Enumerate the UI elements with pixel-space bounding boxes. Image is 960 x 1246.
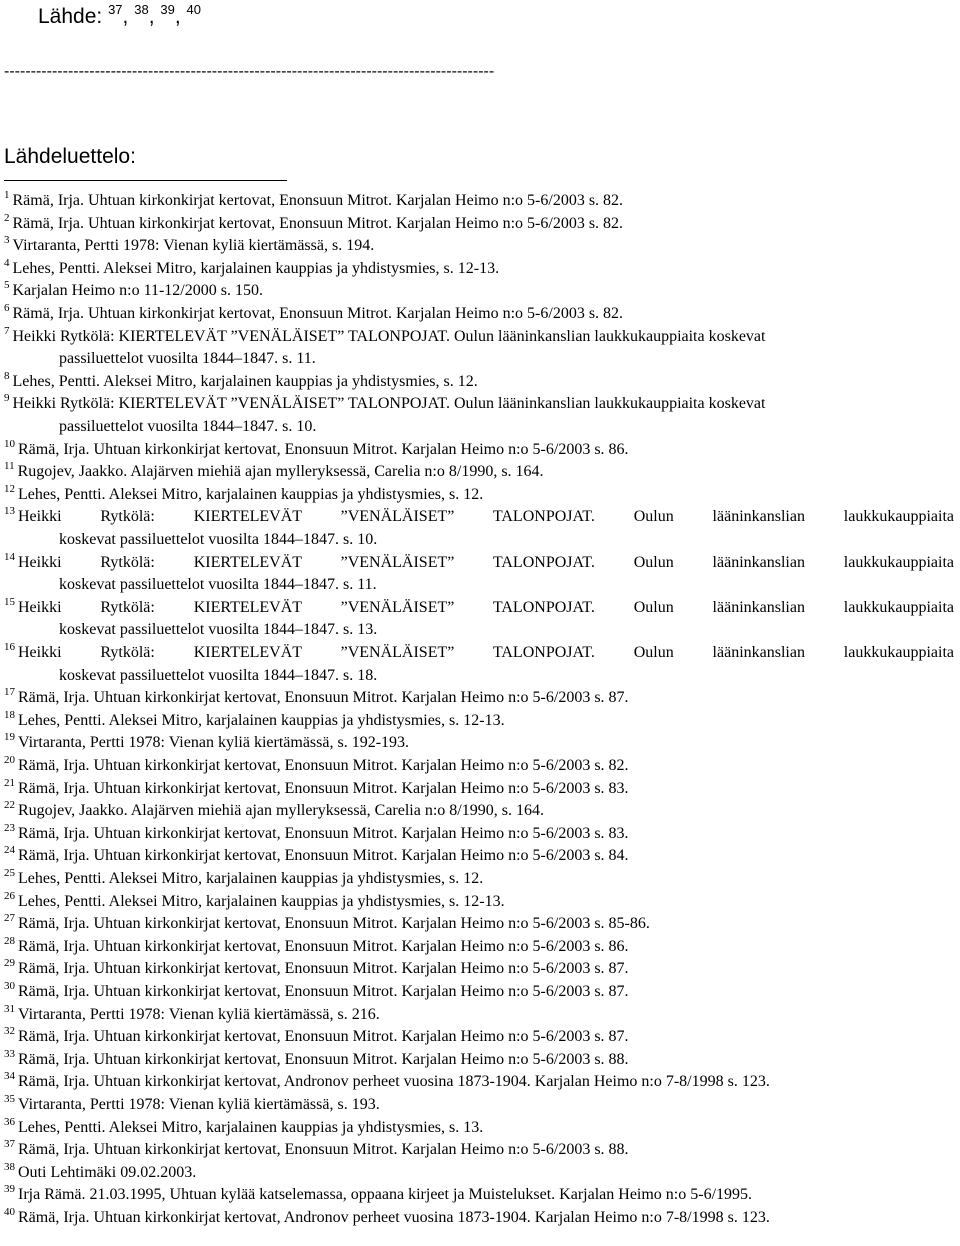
- footnote-number: 28: [4, 934, 15, 947]
- footnote-item: [4, 484, 483, 507]
- footnote-item: [4, 213, 623, 236]
- source-line: Lähde: $^{37}$, $^{38}$, $^{39}$, $^{40}$: [38, 2, 201, 28]
- footnote-item: [4, 755, 629, 778]
- footnote-number: 3: [4, 234, 10, 247]
- footnote-item: [4, 641, 954, 684]
- footnote-text: Rämä, Irja. Uhtuan kirkonkirjat kertovat, Enonsuun Mitrot. Karjalan Heimo n:o 5-6/2003 s. 87.: [18, 1028, 629, 1046]
- footnote-number: 9: [4, 392, 10, 405]
- footnote-item: [4, 303, 623, 326]
- footnote-text: Rämä, Irja. Uhtuan kirkonkirjat kertovat, Enonsuun Mitrot. Karjalan Heimo n:o 5-6/2003 s. 86.: [18, 440, 629, 458]
- footnote-text: Heikki Rytkölä: KIERTELEVÄT ”VENÄLÄISET” TALONPOJAT. Oulun lääninkanslian laukkukauppiaita: [18, 553, 954, 571]
- source-ref-39[interactable]: 39: [160, 2, 175, 17]
- footnote-number: 25: [4, 867, 15, 879]
- footnote-number: 11: [4, 460, 15, 473]
- footnote-number: 12: [4, 482, 15, 495]
- source-ref-40[interactable]: 40: [186, 2, 201, 17]
- footnote-item: [4, 687, 629, 710]
- footnote-item: [4, 1004, 380, 1027]
- footnote-item: [4, 461, 544, 484]
- footnote-text: Irja Rämä. 21.03.1995, Uhtuan kylää katselemassa, oppaana kirjeet ja Muistelukset. Karjalan Heimo n:o 5-6/1995.: [18, 1186, 753, 1204]
- footnote-continuation: koskevat passiluettelot vuosilta 1844–1847. s. 10.: [59, 530, 378, 548]
- footnote-text: Rämä, Irja. Uhtuan kirkonkirjat kertovat, Enonsuun Mitrot. Karjalan Heimo n:o 5-6/2003 s. 86.: [18, 937, 629, 955]
- footnote-number: 39: [4, 1183, 15, 1196]
- footnote-text: Rämä, Irja. Uhtuan kirkonkirjat kertovat, Enonsuun Mitrot. Karjalan Heimo n:o 5-6/2003 s. 87.: [18, 983, 629, 1000]
- footnote-number: 32: [4, 1025, 15, 1038]
- footnote-number: 38: [4, 1160, 15, 1173]
- footnote-text: Heikki Rytkölä: KIERTELEVÄT ”VENÄLÄISET” TALONPOJAT. Oulun lääninkanslian laukkukauppiaita koskevat: [12, 395, 766, 413]
- footnote-number: 15: [4, 595, 15, 608]
- footnote-item: [4, 392, 766, 435]
- footnote-item: [4, 190, 623, 213]
- footnote-text: Virtaranta, Pertti 1978: Vienan kyliä kiertämässä, s. 192-193.: [18, 734, 410, 752]
- footnote-text: Heikki Rytkölä: KIERTELEVÄT ”VENÄLÄISET” TALONPOJAT. Oulun lääninkanslian laukkukauppiaita: [18, 644, 954, 661]
- footnote-continuation: passiluettelot vuosilta 1844–1847. s. 11.: [59, 350, 316, 368]
- footnote-text: Rugojev, Jaakko. Alajärven miehiä ajan mylleryksessä, Carelia n:o 8/1990, s. 164.: [18, 802, 544, 820]
- footnote-text: Lehes, Pentti. Aleksei Mitro, karjalainen kauppias ja yhdistysmies, s. 12-13.: [18, 892, 505, 910]
- footnote-text: Rämä, Irja. Uhtuan kirkonkirjat kertovat, Enonsuun Mitrot. Karjalan Heimo n:o 5-6/2003 s. 82.: [18, 757, 629, 774]
- footnote-item: [4, 371, 478, 394]
- footnote-text: Heikki Rytkölä: KIERTELEVÄT ”VENÄLÄISET” TALONPOJAT. Oulun lääninkanslian laukkukauppiaita koskevat: [12, 327, 766, 345]
- footnote-number: 14: [4, 550, 15, 563]
- footnote-text: Rugojev, Jaakko. Alajärven miehiä ajan mylleryksessä, Carelia n:o 8/1990, s. 164.: [17, 463, 544, 481]
- footnote-item: [4, 913, 650, 936]
- footnote-item: [4, 505, 954, 548]
- footnote-number: 35: [4, 1093, 15, 1105]
- footnote-text: Lehes, Pentti. Aleksei Mitro, karjalainen kauppias ja yhdistysmies, s. 12.: [18, 485, 484, 503]
- footnote-number: 4: [4, 256, 10, 269]
- footnote-continuation: koskevat passiluettelot vuosilta 1844–1847. s. 13.: [59, 621, 378, 639]
- footnote-number: 18: [4, 708, 15, 721]
- footnote-text: Rämä, Irja. Uhtuan kirkonkirjat kertovat, Andronov perheet vuosina 1873-1904. Karjalan Heimo n:o 7-8/1998 s. 123.: [18, 1073, 770, 1091]
- footnote-item: [4, 868, 483, 891]
- footnote-number: 34: [4, 1070, 15, 1083]
- footnote-continuation: koskevat passiluettelot vuosilta 1844–1847. s. 18.: [59, 666, 378, 684]
- footnote-separator: [4, 180, 287, 181]
- footnote-number: 20: [4, 754, 15, 766]
- footnote-text: Rämä, Irja. Uhtuan kirkonkirjat kertovat, Enonsuun Mitrot. Karjalan Heimo n:o 5-6/2003 s. 83.: [18, 779, 629, 797]
- footnote-continuation: passiluettelot vuosilta 1844–1847. s. 10.: [59, 417, 317, 435]
- footnote-number: 24: [4, 844, 15, 857]
- footnote-text: Karjalan Heimo n:o 11-12/2000 s. 150.: [12, 282, 263, 300]
- footnote-number: 6: [4, 302, 10, 314]
- footnote-number: 22: [4, 799, 15, 812]
- footnote-text: Virtaranta, Pertti 1978: Vienan kyliä kiertämässä, s. 216.: [18, 1005, 380, 1023]
- footnote-number: 29: [4, 957, 15, 970]
- footnote-number: 23: [4, 821, 15, 834]
- footnote-item: [4, 324, 766, 368]
- footnote-number: 31: [4, 1002, 15, 1015]
- footnote-item: [4, 280, 263, 303]
- footnote-number: 16: [4, 641, 15, 653]
- footnote-item: [4, 958, 629, 981]
- footnote-item: [4, 1117, 483, 1140]
- footnote-text: Heikki Rytkölä: KIERTELEVÄT ”VENÄLÄISET” TALONPOJAT. Oulun lääninkanslian laukkukauppiaita: [18, 508, 954, 526]
- source-ref-38[interactable]: 38: [134, 2, 149, 17]
- footnote-text: Rämä, Irja. Uhtuan kirkonkirjat kertovat, Enonsuun Mitrot. Karjalan Heimo n:o 5-6/2003 s. 84.: [18, 847, 629, 865]
- footnote-text: Lehes, Pentti. Aleksei Mitro, karjalainen kauppias ja yhdistysmies, s. 13.: [18, 1118, 484, 1136]
- footnote-item: [4, 778, 629, 801]
- footnote-number: 17: [4, 686, 15, 699]
- footnote-text: Heikki Rytkölä: KIERTELEVÄT ”VENÄLÄISET” TALONPOJAT. Oulun lääninkanslian laukkukauppiaita: [18, 598, 954, 616]
- footnote-number: 40: [4, 1206, 15, 1218]
- footnote-item: [4, 823, 629, 846]
- footnote-item: [4, 732, 409, 755]
- footnote-item: [4, 1139, 629, 1162]
- source-ref-37[interactable]: 37: [108, 2, 123, 17]
- footnote-item: [4, 235, 374, 258]
- footnote-text: Outi Lehtimäki 09.02.2003.: [18, 1163, 197, 1181]
- footnote-number: 21: [4, 776, 15, 789]
- page-title: Lähdeluettelo:: [4, 145, 136, 168]
- footnote-number: 2: [4, 211, 10, 224]
- footnote-item: [4, 1162, 196, 1185]
- footnote-item: [4, 710, 505, 733]
- footnote-text: Rämä, Irja. Uhtuan kirkonkirjat kertovat, Enonsuun Mitrot. Karjalan Heimo n:o 5-6/2003 s. 82.: [12, 214, 624, 232]
- footnote-item: [4, 1184, 752, 1207]
- footnote-text: Rämä, Irja. Uhtuan kirkonkirjat kertovat, Enonsuun Mitrot. Karjalan Heimo n:o 5-6/2003 s. 82.: [12, 192, 624, 209]
- footnote-item: [4, 981, 629, 1004]
- footnote-number: 1: [4, 189, 10, 201]
- footnote-number: 33: [4, 1047, 15, 1060]
- footnote-text: Virtaranta, Pertti 1978: Vienan kyliä kiertämässä, s. 194.: [12, 237, 375, 255]
- footnote-text: Virtaranta, Pertti 1978: Vienan kyliä kiertämässä, s. 193.: [18, 1096, 380, 1113]
- footnote-item: [4, 936, 629, 959]
- dashed-separator: --------------------------------------------------------------------------------------------: [4, 63, 495, 80]
- footnote-continuation: koskevat passiluettelot vuosilta 1844–1847. s. 11.: [59, 576, 377, 594]
- footnote-text: Rämä, Irja. Uhtuan kirkonkirjat kertovat, Enonsuun Mitrot. Karjalan Heimo n:o 5-6/2003 s. 85-86.: [18, 915, 650, 933]
- footnote-item: [4, 845, 629, 868]
- footnote-text: Rämä, Irja. Uhtuan kirkonkirjat kertovat, Enonsuun Mitrot. Karjalan Heimo n:o 5-6/2003 s. 88.: [18, 1141, 629, 1159]
- footnote-number: 26: [4, 889, 15, 902]
- footnote-text: Lehes, Pentti. Aleksei Mitro, karjalainen kauppias ja yhdistysmies, s. 12-13.: [18, 711, 505, 729]
- footnote-number: 36: [4, 1115, 15, 1128]
- footnote-item: [4, 1026, 629, 1049]
- footnote-number: 8: [4, 369, 10, 382]
- footnote-number: 13: [4, 505, 15, 518]
- footnote-number: 7: [4, 324, 10, 337]
- footnote-number: 5: [4, 279, 10, 292]
- footnote-item: [4, 800, 544, 823]
- footnote-item: [4, 1049, 629, 1072]
- footnote-text: Rämä, Irja. Uhtuan kirkonkirjat kertovat, Enonsuun Mitrot. Karjalan Heimo n:o 5-6/2003 s. 87.: [18, 689, 629, 707]
- footnote-text: Rämä, Irja. Uhtuan kirkonkirjat kertovat, Andronov perheet vuosina 1873-1904. Karjalan Heimo n:o 7-8/1998 s. 123.: [18, 1209, 770, 1226]
- footnote-text: Lehes, Pentti. Aleksei Mitro, karjalainen kauppias ja yhdistysmies, s. 12.: [12, 372, 478, 390]
- footnote-item: [4, 891, 505, 914]
- footnote-item: [4, 258, 499, 281]
- footnote-item: [4, 1071, 770, 1094]
- footnote-item: [4, 1207, 770, 1230]
- footnote-text: Rämä, Irja. Uhtuan kirkonkirjat kertovat, Enonsuun Mitrot. Karjalan Heimo n:o 5-6/2003 s. 87.: [18, 960, 629, 978]
- footnote-item: [4, 439, 629, 462]
- footnote-text: Rämä, Irja. Uhtuan kirkonkirjat kertovat, Enonsuun Mitrot. Karjalan Heimo n:o 5-6/2003 s. 82.: [12, 305, 624, 322]
- footnote-number: 19: [4, 731, 15, 744]
- footnote-number: 37: [4, 1138, 15, 1151]
- footnote-text: Rämä, Irja. Uhtuan kirkonkirjat kertovat, Enonsuun Mitrot. Karjalan Heimo n:o 5-6/2003 s. 88.: [18, 1050, 629, 1068]
- footnote-number: 10: [4, 437, 15, 450]
- source-label: Lähde:: [38, 5, 103, 28]
- footnote-text: Rämä, Irja. Uhtuan kirkonkirjat kertovat, Enonsuun Mitrot. Karjalan Heimo n:o 5-6/2003 s. 83.: [18, 824, 629, 842]
- footnote-item: [4, 595, 954, 639]
- footnote-text: Lehes, Pentti. Aleksei Mitro, karjalainen kauppias ja yhdistysmies, s. 12.: [18, 870, 484, 887]
- footnote-number: 30: [4, 980, 15, 992]
- footnote-text: Lehes, Pentti. Aleksei Mitro, karjalainen kauppias ja yhdistysmies, s. 12-13.: [12, 259, 500, 277]
- footnote-number: 27: [4, 912, 15, 925]
- footnote-item: [4, 1094, 380, 1117]
- footnote-item: [4, 550, 954, 594]
